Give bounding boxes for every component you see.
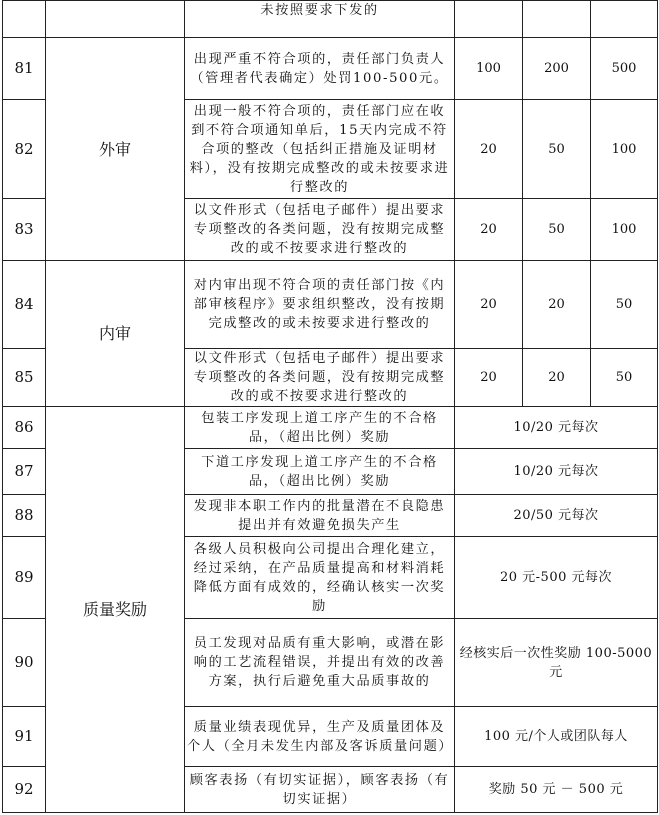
row-number: 86 <box>3 407 46 449</box>
penalty-value-3: 50 <box>591 349 658 407</box>
penalty-value-1: 20 <box>455 199 523 261</box>
value-cell <box>455 1 523 38</box>
row-number: 91 <box>3 707 46 767</box>
row-number: 82 <box>3 100 46 199</box>
penalty-value-2: 50 <box>523 199 591 261</box>
row-number: 84 <box>3 261 46 349</box>
penalty-value-2: 20 <box>523 261 591 349</box>
penalty-value-1: 100 <box>455 38 523 100</box>
table-row-81 <box>3 38 658 100</box>
category-quality-reward: 质量奖励 <box>46 407 185 813</box>
table-row-86 <box>3 407 658 449</box>
row-number: 81 <box>3 38 46 100</box>
penalty-value-2: 200 <box>523 38 591 100</box>
item-description: 下道工序发现上道工序产生的不合格品，（超出比例）奖励 <box>185 449 455 495</box>
penalty-reward-table <box>2 0 658 813</box>
item-description: 出现严重不符合项的，责任部门负责人（管理者代表确定）处罚100-500元。 <box>185 38 455 100</box>
item-description: 包装工序发现上道工序产生的不合格品，（超出比例）奖励 <box>185 407 455 449</box>
row-number: 87 <box>3 449 46 495</box>
row-number: 88 <box>3 495 46 537</box>
value-cell <box>591 1 658 38</box>
row-number: 92 <box>3 767 46 813</box>
penalty-value-1: 20 <box>455 100 523 199</box>
row-number-cell <box>3 1 46 38</box>
row-number: 85 <box>3 349 46 407</box>
reward-amount: 20/50 元每次 <box>455 495 658 537</box>
item-description: 发现非本职工作内的批量潜在不良隐患提出并有效避免损失产生 <box>185 495 455 537</box>
reward-amount: 10/20 元每次 <box>455 407 658 449</box>
item-description: 质量业绩表现优异，生产及质量团体及个人（全月未发生内部及客诉质量问题） <box>185 707 455 767</box>
category-cell <box>46 1 185 38</box>
item-description: 员工发现对品质有重大影响，或潜在影响的工艺流程错误，并提出有效的改善方案，执行后避免重大品质事故的 <box>185 619 455 707</box>
item-description: 以文件形式（包括电子邮件）提出要求专项整改的各类问题，没有按期完成整改的或不按要求进行整改的 <box>185 349 455 407</box>
reward-amount: 经核实后一次性奖励 100-5000元 <box>455 619 658 707</box>
row-number: 90 <box>3 619 46 707</box>
reward-amount: 10/20 元每次 <box>455 449 658 495</box>
category-external-audit: 外审 <box>46 38 185 261</box>
item-description: 出现一般不符合项的，责任部门应在收到不符合项通知单后，15天内完成不符合项的整改（包括纠正措施及证明材料），没有按期完成整改的或未按要求进行整改的 <box>185 100 455 199</box>
penalty-value-3: 500 <box>591 38 658 100</box>
value-cell <box>523 1 591 38</box>
item-description: 对内审出现不符合项的责任部门按《内部审核程序》要求组织整改，没有按期完成整改的或未按要求进行整改的 <box>185 261 455 349</box>
penalty-value-1: 20 <box>455 261 523 349</box>
reward-amount: 20 元-500 元每次 <box>455 537 658 619</box>
row-number: 89 <box>3 537 46 619</box>
item-description: 未按照要求下发的 <box>185 1 455 38</box>
penalty-value-3: 100 <box>591 100 658 199</box>
penalty-value-3: 100 <box>591 199 658 261</box>
item-description: 顾客表扬（有切实证据），顾客表扬（有切实证据） <box>185 767 455 813</box>
penalty-value-1: 20 <box>455 349 523 407</box>
penalty-value-3: 50 <box>591 261 658 349</box>
table-row-top <box>3 1 658 38</box>
reward-amount: 奖励 50 元 － 500 元 <box>455 767 658 813</box>
item-description: 各级人员积极向公司提出合理化建立，经过采纳，在产品质量提高和材料消耗降低方面有成效的，经确认核实一次奖励 <box>185 537 455 619</box>
row-number: 83 <box>3 199 46 261</box>
reward-amount: 100 元/个人或团队每人 <box>455 707 658 767</box>
penalty-value-2: 50 <box>523 100 591 199</box>
category-internal-audit: 内审 <box>46 261 185 407</box>
item-description: 以文件形式（包括电子邮件）提出要求专项整改的各类问题，没有按期完成整改的或不按要求进行整改的 <box>185 199 455 261</box>
table-row-84 <box>3 261 658 349</box>
penalty-value-2: 20 <box>523 349 591 407</box>
